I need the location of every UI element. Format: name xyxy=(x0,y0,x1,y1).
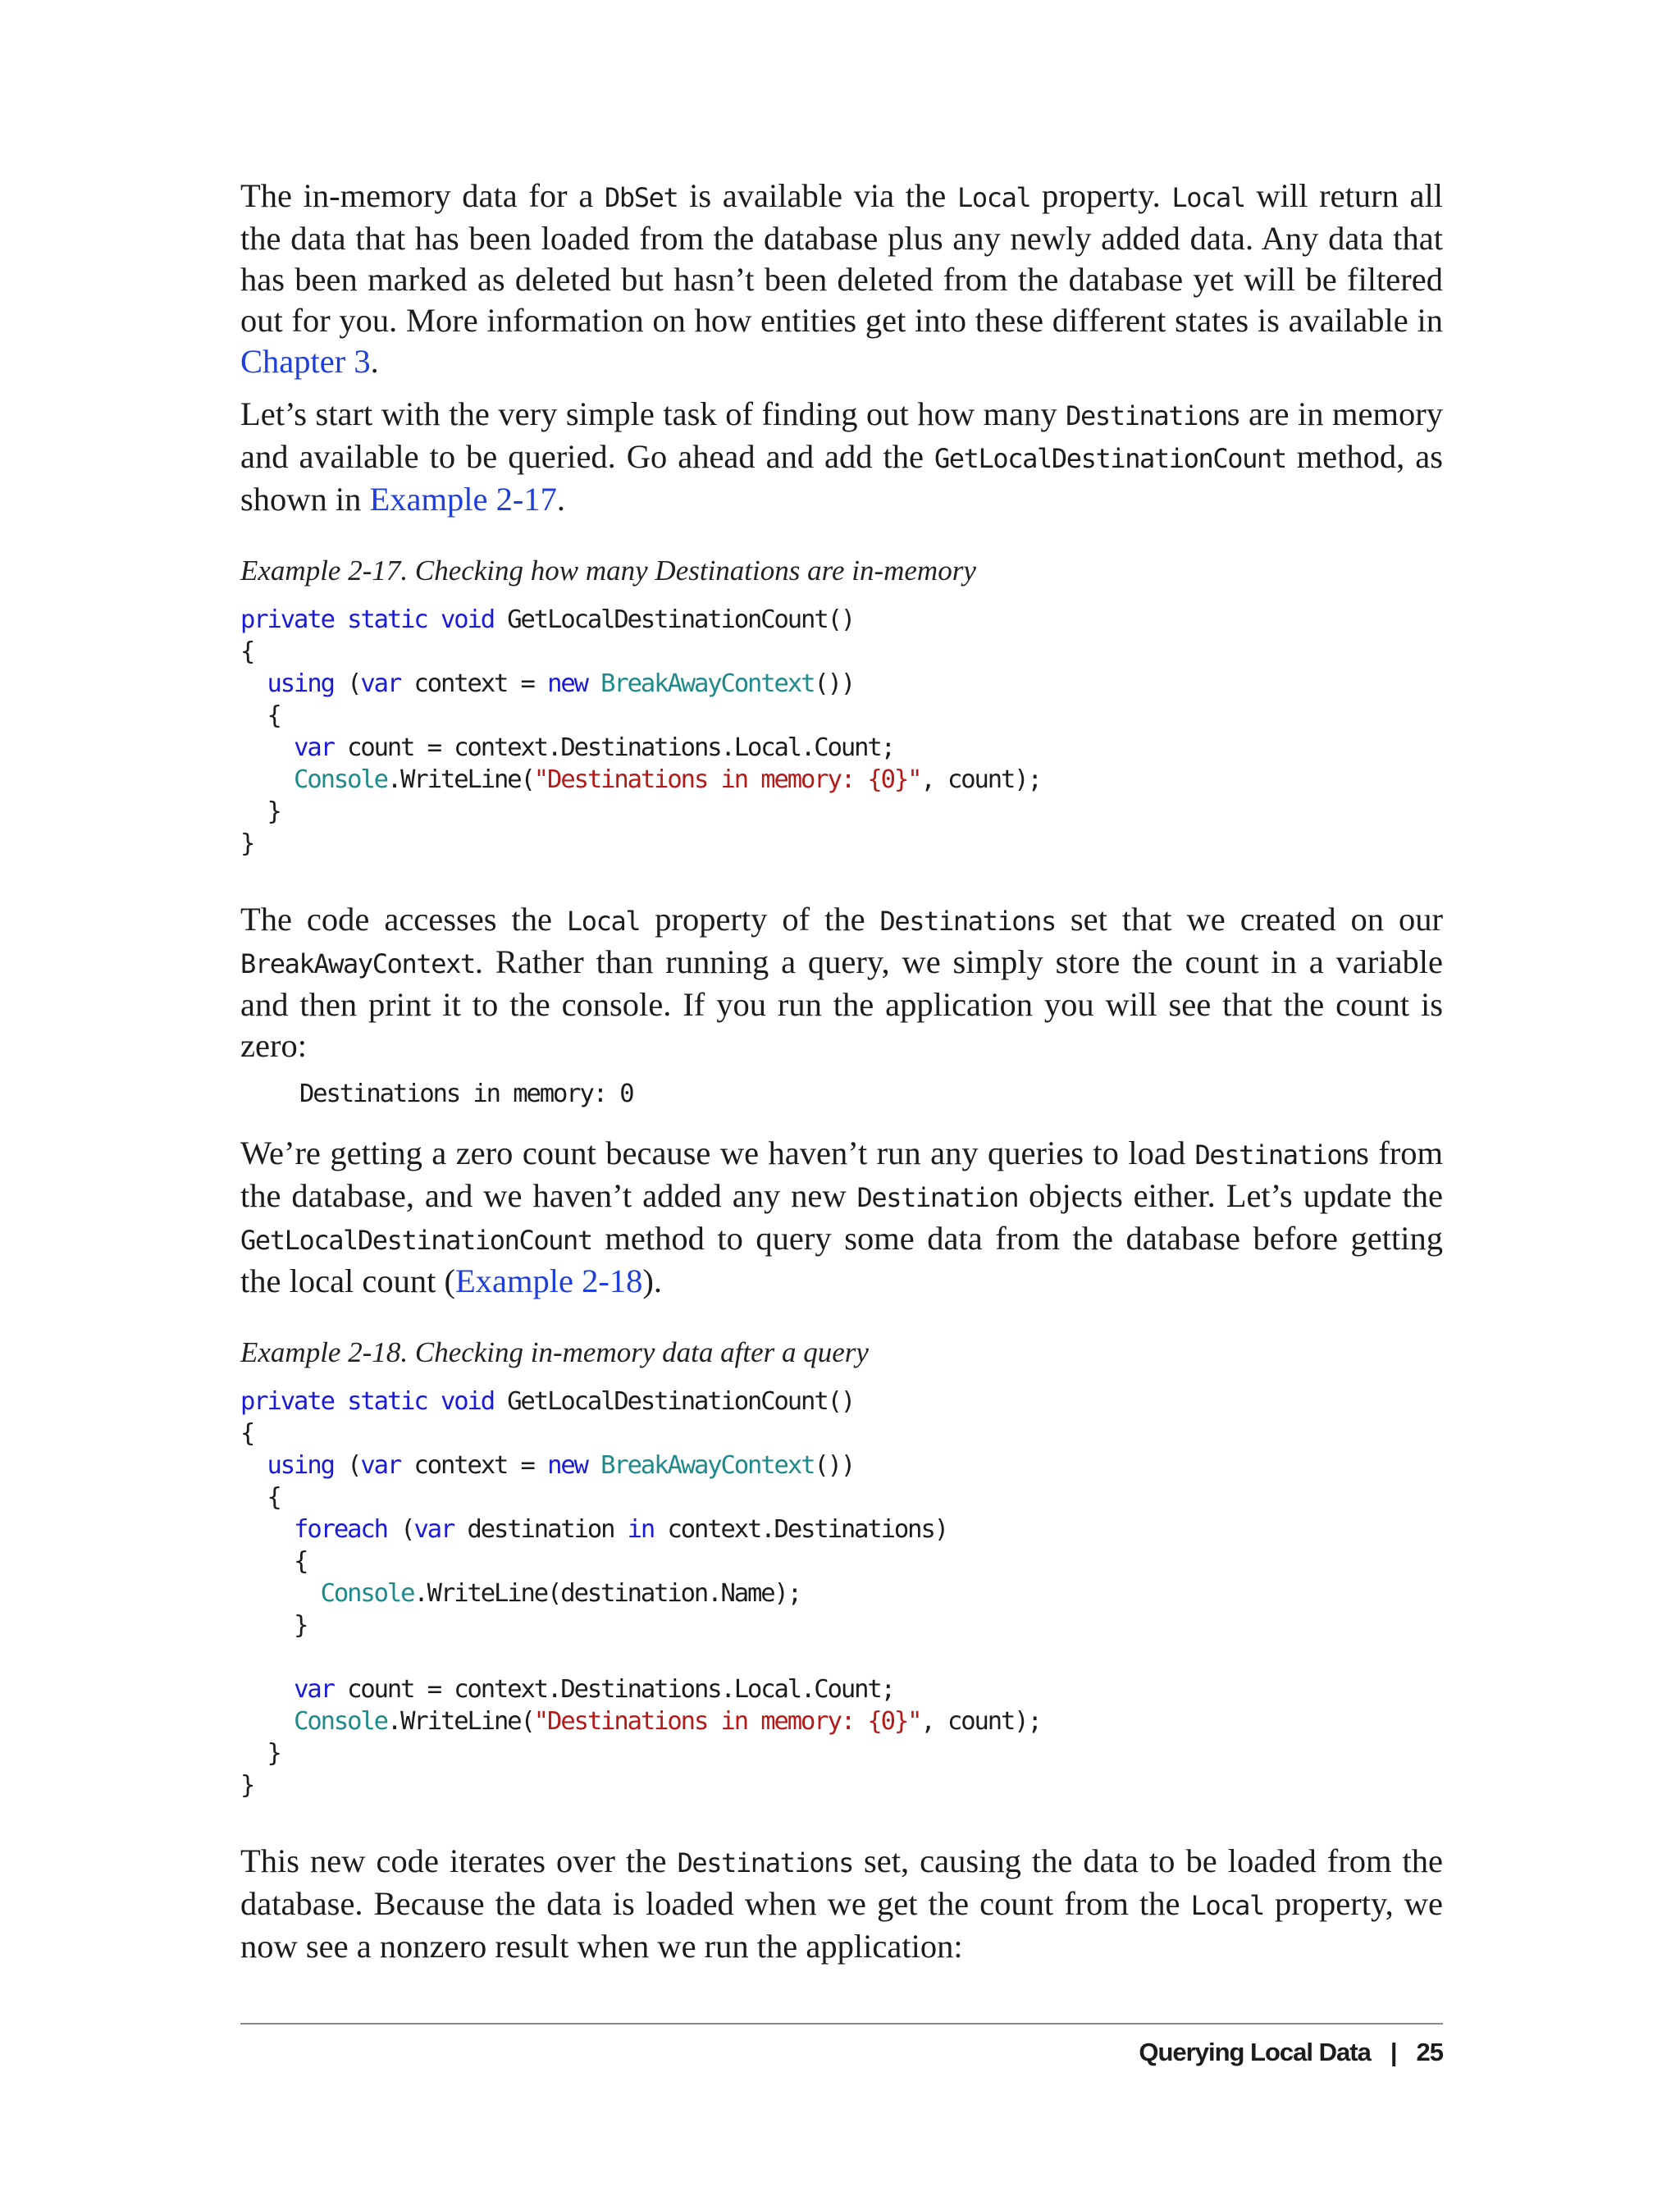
code-text: destination xyxy=(454,1515,628,1544)
text-run: set that we created on our xyxy=(1055,901,1443,938)
inline-code: Destinations xyxy=(677,1847,853,1879)
example-2-18-title: Example 2-18. Checking in-memory data after a query xyxy=(240,1336,869,1368)
code-keyword: new xyxy=(547,669,587,698)
text-run: method to query some data from the database before getting the local count ( xyxy=(240,1220,1443,1299)
footer-divider xyxy=(240,2023,1443,2025)
code-keyword: void xyxy=(440,605,495,634)
paragraph-nonzero-result xyxy=(240,1841,1443,1967)
text-run: s from the database, and we haven’t added any new xyxy=(240,1134,1443,1214)
code-text: } xyxy=(240,829,254,858)
text-run: s are in memory and available to be queried. Go ahead and add the xyxy=(240,395,1443,475)
example-2-17-link[interactable]: Example 2-17 xyxy=(369,481,557,518)
code-text: { xyxy=(240,1419,254,1448)
code-keyword: foreach xyxy=(294,1515,387,1544)
code-text: ()) xyxy=(814,1451,855,1480)
inline-code: Destination xyxy=(856,1182,1019,1213)
code-text: } xyxy=(294,1611,308,1640)
text-run: The code accesses the xyxy=(240,901,567,938)
text-run: . xyxy=(556,481,565,518)
code-keyword: using xyxy=(267,669,334,698)
code-string: "Destinations in memory: {0}" xyxy=(533,765,921,794)
page-footer xyxy=(1139,2036,1443,2069)
code-keyword: private xyxy=(240,1387,334,1416)
code-text: } xyxy=(240,1771,254,1800)
inline-code: Local xyxy=(1171,182,1245,213)
paragraph-zero-count xyxy=(240,1133,1443,1302)
code-keyword: in xyxy=(627,1515,655,1544)
code-text: { xyxy=(267,701,281,730)
code-keyword: static xyxy=(347,605,427,634)
code-text: ( xyxy=(333,1451,361,1480)
code-text: { xyxy=(267,1483,281,1512)
inline-code: Destination xyxy=(1066,400,1227,431)
code-text: GetLocalDestinationCount() xyxy=(494,605,855,634)
code-text: .WriteLine( xyxy=(386,765,534,794)
code-text: context.Destinations) xyxy=(654,1515,947,1544)
code-text: ()) xyxy=(814,669,855,698)
text-run: set, causing the data to be loaded from the database. Because the data is loaded when we get the count from the xyxy=(240,1842,1443,1922)
page-content xyxy=(240,176,1443,1979)
code-keyword: using xyxy=(267,1451,334,1480)
code-text: count = context.Destinations.Local.Count; xyxy=(333,733,894,762)
code-keyword: static xyxy=(347,1387,427,1416)
inline-code: BreakAwayContext xyxy=(240,948,475,979)
code-type: Console xyxy=(294,1707,387,1736)
text-run: Let’s start with the very simple task of finding out how many xyxy=(240,395,1066,432)
code-text: context = xyxy=(400,1451,548,1480)
code-type: Console xyxy=(320,1579,414,1608)
console-output: Destinations in memory: 0 xyxy=(299,1080,633,1108)
code-keyword: var xyxy=(360,669,401,698)
paragraph-local-property xyxy=(240,176,1443,382)
example-2-18-code xyxy=(240,1386,1443,1801)
text-run: . xyxy=(370,343,379,380)
footer-separator: | xyxy=(1390,2038,1397,2066)
chapter-3-link[interactable]: Chapter 3 xyxy=(240,343,371,380)
paragraph-code-explanation xyxy=(240,899,1443,1066)
code-keyword: var xyxy=(294,1675,334,1704)
text-run: method, as shown in xyxy=(240,438,1443,518)
code-text: .WriteLine(destination.Name); xyxy=(413,1579,801,1608)
example-2-17-title: Example 2-17. Checking how many Destinations are in-memory xyxy=(240,555,976,587)
paragraph-count-intro xyxy=(240,394,1443,520)
text-run: ). xyxy=(642,1262,662,1299)
code-text: ( xyxy=(386,1515,414,1544)
code-string: "Destinations in memory: {0}" xyxy=(533,1707,921,1736)
code-text: , count); xyxy=(920,765,1041,794)
code-text: } xyxy=(267,1739,281,1768)
text-run: . Rather than running a query, we simply store the count in a variable and then print it to the console. If you run the application you will see that the count is zero: xyxy=(240,943,1443,1064)
text-run: is available via the xyxy=(678,177,957,214)
code-keyword: void xyxy=(440,1387,495,1416)
code-keyword: new xyxy=(547,1451,587,1480)
code-text: } xyxy=(267,797,281,826)
inline-code: GetLocalDestinationCount xyxy=(240,1225,592,1256)
example-2-18-link[interactable]: Example 2-18 xyxy=(455,1262,643,1299)
code-keyword: private xyxy=(240,605,334,634)
text-run: will return all the data that has been loaded from the database plus any newly added data. Any data that has been marked as deleted but hasn’t been deleted from the database yet will be filtered out for you. More information on how entities get into these different states is available in xyxy=(240,177,1443,339)
code-text: { xyxy=(240,637,254,666)
text-run: objects either. Let’s update the xyxy=(1018,1177,1443,1214)
footer-section-title: Querying Local Data xyxy=(1139,2038,1371,2066)
example-2-17-code xyxy=(240,604,1443,860)
text-run: The in-memory data for a xyxy=(240,177,605,214)
inline-code: Local xyxy=(956,182,1031,213)
text-run: property of the xyxy=(640,901,880,938)
inline-code: Destinations xyxy=(879,906,1056,937)
code-text: .WriteLine( xyxy=(386,1707,534,1736)
code-text: count = context.Destinations.Local.Count; xyxy=(333,1675,894,1704)
code-type: BreakAwayContext xyxy=(600,1451,815,1480)
code-type: BreakAwayContext xyxy=(600,669,815,698)
code-type: Console xyxy=(294,765,387,794)
text-run: We’re getting a zero count because we haven’t run any queries to load xyxy=(240,1134,1195,1171)
code-keyword: var xyxy=(360,1451,401,1480)
page-number: 25 xyxy=(1416,2038,1443,2066)
code-text: , count); xyxy=(920,1707,1041,1736)
code-keyword: var xyxy=(413,1515,454,1544)
text-run: This new code iterates over the xyxy=(240,1842,678,1879)
inline-code: GetLocalDestinationCount xyxy=(934,443,1286,474)
code-text: context = xyxy=(400,669,548,698)
text-run: property, we now see a nonzero result when we run the application: xyxy=(240,1885,1444,1965)
inline-code: Local xyxy=(566,906,641,937)
code-text: ( xyxy=(333,669,361,698)
text-run: property. xyxy=(1030,177,1172,214)
inline-code: DbSet xyxy=(605,182,678,213)
inline-code: Destination xyxy=(1194,1139,1357,1171)
code-text: GetLocalDestinationCount() xyxy=(494,1387,855,1416)
code-text: { xyxy=(294,1547,308,1576)
inline-code: Local xyxy=(1190,1890,1264,1921)
code-keyword: var xyxy=(294,733,334,762)
